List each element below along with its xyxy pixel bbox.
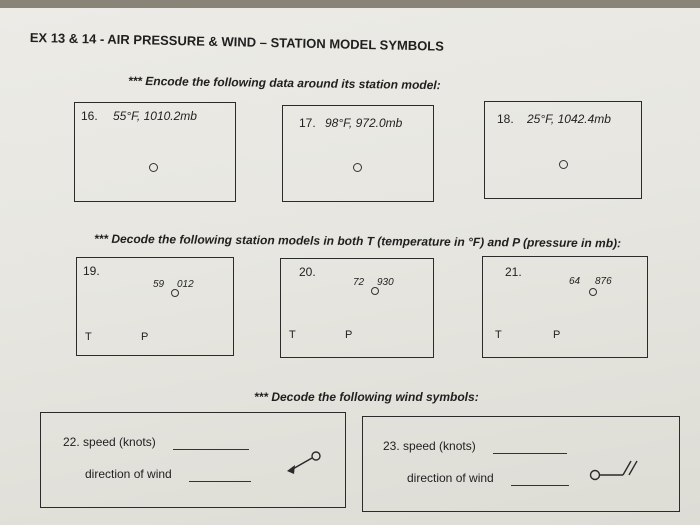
wind-instruction: *** Decode the following wind symbols: [254,390,479,404]
encode-number: 16. [81,109,98,123]
station-pressure: 930 [377,277,394,288]
station-circle-icon [371,287,379,295]
encode-box-17 [282,105,434,202]
t-label: T [495,329,502,341]
station-circle-icon [149,163,158,172]
decode-instruction: *** Decode the following station models in both T (temperature in °F) and P (pressure in mb): [93,231,622,251]
direction-label: direction of wind [407,471,494,485]
encode-data: 98°F, 972.0mb [325,116,403,130]
wind-barb-flag-icon [285,449,325,479]
encode-box-16 [74,102,236,202]
direction-answer-line[interactable] [511,485,569,486]
decode-number: 19. [83,264,100,278]
wind-barb-double-icon [587,455,657,485]
wind-box-23 [362,416,680,512]
p-label: P [141,331,149,343]
speed-answer-line[interactable] [493,453,567,454]
speed-label: 22. speed (knots) [63,435,156,449]
speed-label: 23. speed (knots) [383,439,476,453]
p-label: P [553,329,561,341]
decode-number: 20. [299,265,316,279]
station-circle-icon [353,163,362,172]
t-label: T [85,331,92,343]
encode-number: 18. [497,112,514,126]
station-temperature: 59 [153,279,165,290]
encode-data: 55°F, 1010.2mb [113,109,197,123]
t-label: T [289,329,296,341]
station-pressure: 876 [595,276,612,287]
encode-instruction: *** Encode the following data around its station model: [127,73,441,93]
direction-answer-line[interactable] [189,481,251,482]
decode-box-20 [280,258,434,358]
p-label: P [345,329,353,341]
decode-number: 21. [505,265,522,279]
station-circle-icon [559,160,568,169]
decode-box-21 [482,256,648,358]
station-circle-icon [589,288,597,296]
worksheet-title: EX 13 & 14 - AIR PRESSURE & WIND – STATION MODEL SYMBOLS [29,30,445,54]
station-temperature: 64 [569,276,581,287]
direction-label: direction of wind [85,467,172,481]
encode-data: 25°F, 1042.4mb [527,112,611,126]
station-pressure: 012 [177,279,194,290]
speed-answer-line[interactable] [173,449,249,450]
decode-box-19 [76,257,234,356]
station-temperature: 72 [353,277,365,288]
encode-box-18 [484,101,642,199]
encode-number: 17. [299,116,316,130]
wind-box-22 [40,412,346,508]
station-circle-icon [171,289,179,297]
